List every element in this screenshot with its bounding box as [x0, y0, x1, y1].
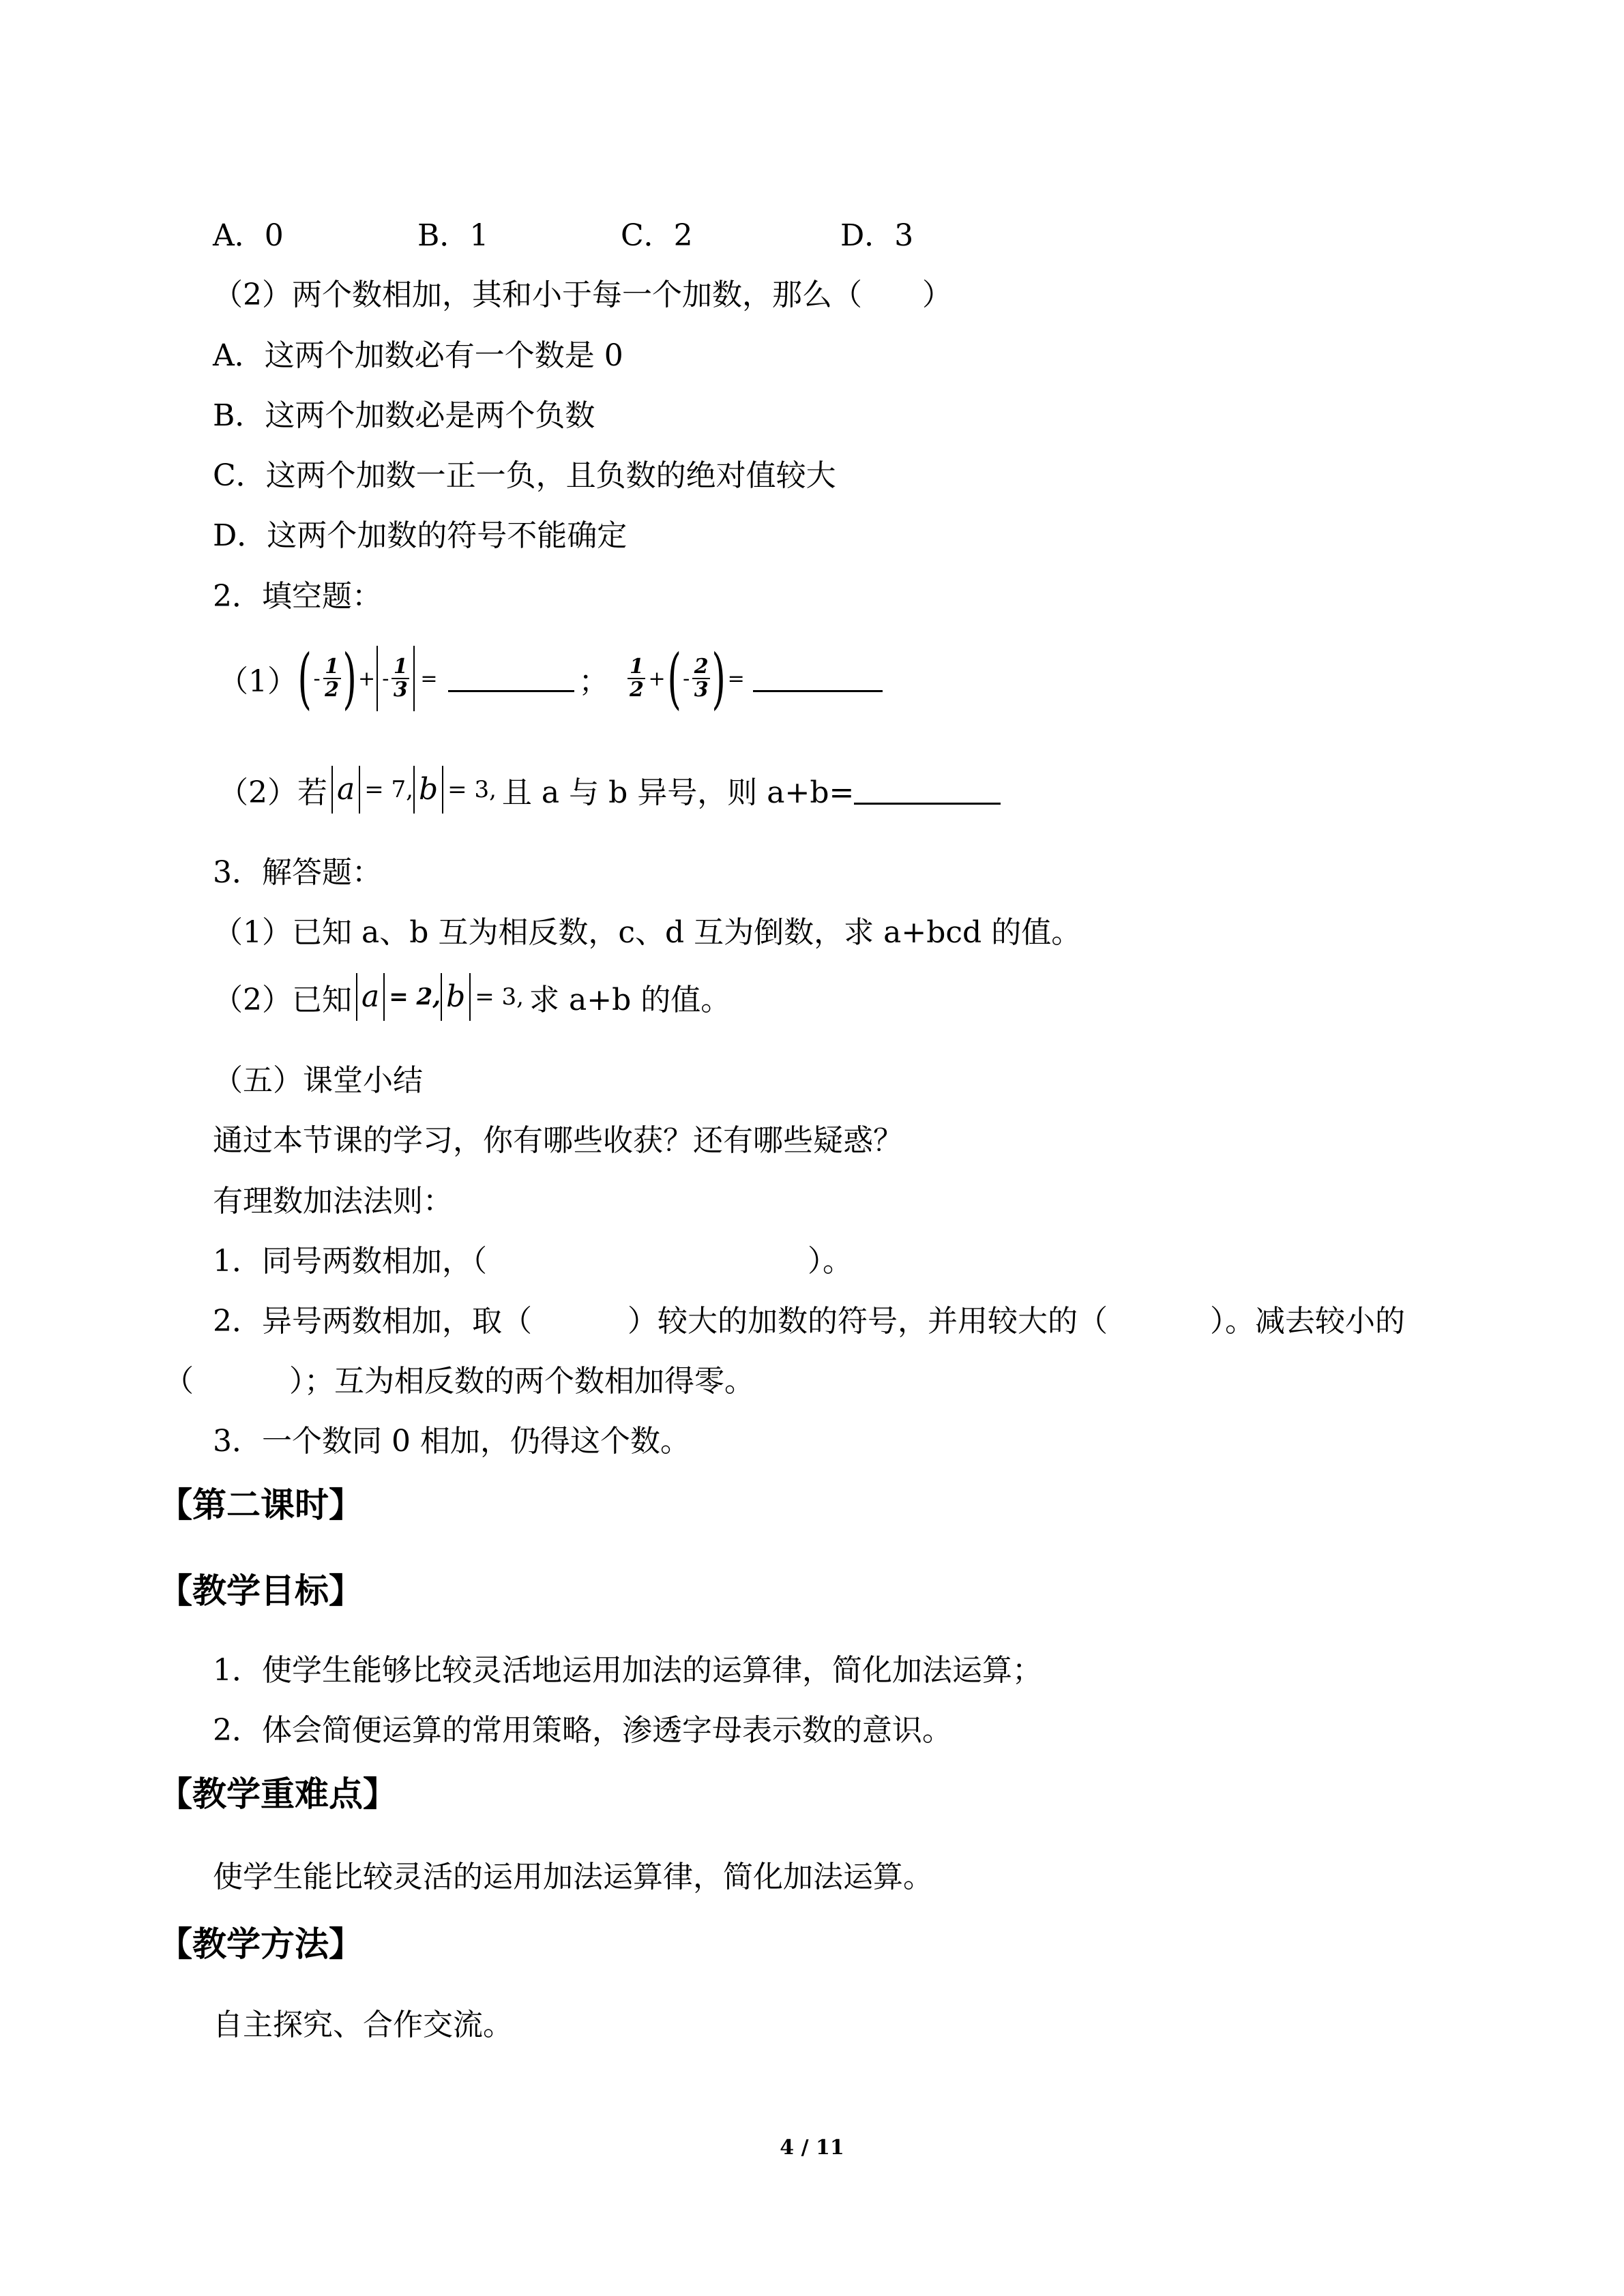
- rule-2-text-d: （: [164, 1364, 194, 1399]
- section-3-title: 3．解答题：: [213, 855, 382, 890]
- fraction-2-denominator: 3: [393, 678, 408, 702]
- left-paren: (: [297, 640, 312, 717]
- fraction-2-numerator: 1: [393, 655, 408, 679]
- fraction-4-denominator: 3: [694, 678, 709, 702]
- goal-2: 2．体会简便运算的常用策略，渗透字母表示数的意识。: [213, 1713, 952, 1748]
- option-a: A．0: [213, 218, 284, 253]
- key-points-heading: 【教学重难点】: [158, 1774, 397, 1814]
- right-paren: ): [711, 640, 726, 717]
- rule-2-text-b: ）较大的加数的符号，并用较大的（: [628, 1304, 1108, 1339]
- section-3-item-2-prefix: （2）已知: [213, 983, 352, 1017]
- fraction-3-denominator: 2: [630, 678, 644, 702]
- rule-3: 3．一个数同 0 相加，仍得这个数。: [213, 1424, 690, 1459]
- fraction-4: [692, 656, 710, 701]
- section-3-item-1: （1）已知 a、b 互为相反数，c、d 互为倒数，求 a+bcd 的值。: [213, 915, 1082, 950]
- goals-heading: 【教学目标】: [158, 1571, 363, 1611]
- rule-1: [213, 1241, 853, 1282]
- goal-1: 1．使学生能够比较灵活地运用加法的运算律，简化加法运算；: [213, 1653, 1042, 1688]
- answer-blank-1[interactable]: [448, 666, 574, 692]
- method-heading: 【教学方法】: [158, 1924, 363, 1964]
- fill-item-2-prefix: （2）若: [218, 775, 327, 810]
- abs-b-value: = 3,: [475, 983, 524, 1011]
- abs-a: a: [356, 973, 385, 1021]
- question-1-2-option-b: B．这两个加数必是两个负数: [213, 398, 595, 433]
- rule-2-text-e: ）；互为相反数的两个数相加得零。: [289, 1364, 754, 1399]
- fraction-4-numerator: 2: [694, 655, 709, 679]
- section-3-item-2-suffix: 求 a+b 的值。: [529, 983, 731, 1017]
- fill-item-1: [218, 641, 883, 716]
- question-1-2-option-c: C．这两个加数一正一负，且负数的绝对值较大: [213, 458, 836, 493]
- lesson-2-heading: 【第二课时】: [158, 1485, 363, 1525]
- rule-1-text: 1．同号两数相加，（: [213, 1244, 487, 1279]
- fraction-1-denominator: 2: [325, 678, 340, 702]
- separator: ；: [578, 664, 609, 699]
- absolute-value: [377, 646, 415, 711]
- fraction-3: [628, 656, 645, 701]
- rule-1-end: ）。: [808, 1244, 853, 1279]
- rule-2-text-c: ）。减去较小的: [1210, 1304, 1405, 1339]
- plus-sign: +: [648, 666, 666, 691]
- option-c: C．2: [621, 218, 693, 253]
- rule-2-text-a: 2．异号两数相加，取（: [213, 1304, 532, 1339]
- fill-item-2-suffix: 且 a 与 b 异号，则 a+b=: [501, 775, 855, 810]
- abs-a-value: = 7,: [364, 776, 413, 803]
- question-1-2-option-d: D．这两个加数的符号不能确定: [213, 518, 628, 553]
- left-paren: (: [667, 640, 681, 717]
- right-paren: ): [342, 640, 357, 717]
- plus-sign: +: [358, 666, 376, 691]
- summary-line-2: 有理数加法法则：: [213, 1184, 453, 1219]
- fraction-2: [392, 656, 409, 701]
- question-1-2-option-a: A．这两个加数必有一个数是 0: [213, 338, 623, 373]
- method-text: 自主探究、合作交流。: [213, 2008, 513, 2042]
- question-1-2-stem: （2）两个数相加，其和小于每一个加数，那么（ ）: [213, 278, 952, 312]
- abs-b-value: = 3,: [447, 776, 497, 803]
- fill-item-1-label: （1）: [218, 664, 297, 699]
- abs-a: a: [331, 766, 360, 814]
- option-d: D．3: [840, 218, 914, 253]
- answer-blank-3[interactable]: [854, 775, 1001, 805]
- abs-a-value: = 2,: [389, 983, 441, 1011]
- abs-b: b: [413, 766, 443, 814]
- rule-2-continued: [164, 1361, 754, 1402]
- fill-item-2: [218, 762, 1001, 817]
- abs-b: b: [441, 973, 471, 1021]
- key-points-text: 使学生能比较灵活的运用加法运算律，简化加法运算。: [213, 1860, 933, 1894]
- minus-sign: -: [382, 666, 389, 691]
- summary-line-1: 通过本节课的学习，你有哪些收获？还有哪些疑惑？: [213, 1123, 903, 1158]
- page-number: 4 / 11: [780, 2136, 844, 2160]
- fraction-1-numerator: 1: [325, 655, 340, 679]
- equals-sign: =: [420, 666, 438, 691]
- section-2-title: 2．填空题：: [213, 579, 382, 614]
- section-3-item-2: [213, 970, 730, 1024]
- option-b: B．1: [417, 218, 489, 253]
- minus-sign: -: [683, 666, 690, 691]
- minus-sign: -: [313, 666, 321, 691]
- rule-2: [213, 1301, 1405, 1342]
- fraction-1: [323, 656, 341, 701]
- answer-blank-2[interactable]: [753, 666, 883, 692]
- equals-sign: =: [727, 666, 745, 691]
- fraction-3-numerator: 1: [630, 655, 644, 679]
- summary-title: （五）课堂小结: [213, 1063, 423, 1098]
